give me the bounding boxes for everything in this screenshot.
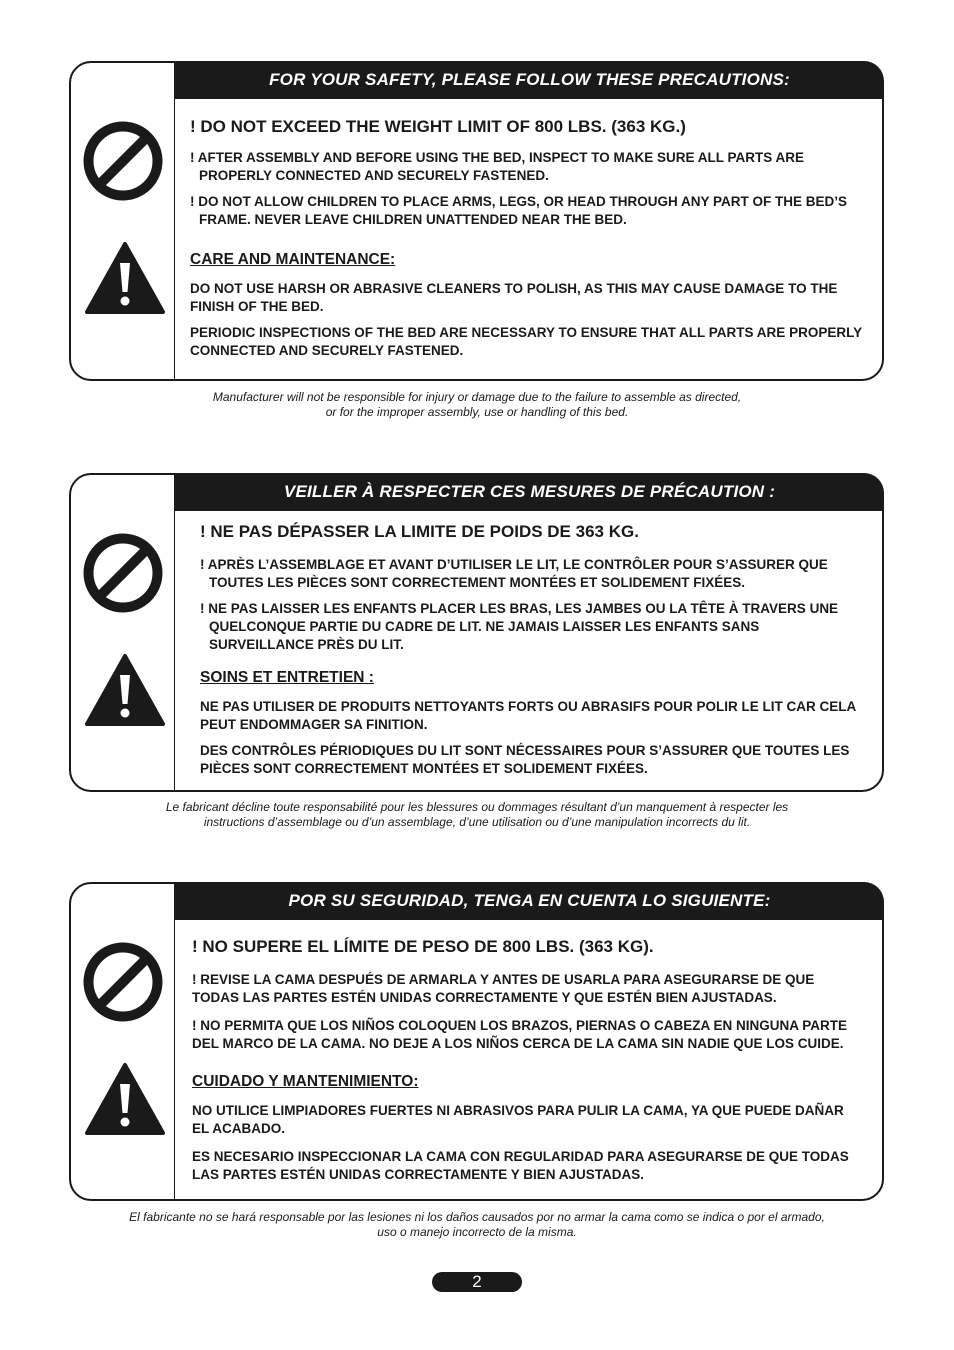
prohibition-icon: [81, 531, 165, 615]
icon-column-divider: [174, 884, 175, 1199]
warning-exclamation-icon: [84, 241, 166, 315]
icon-column-divider: [174, 475, 175, 790]
spanish-safety-box: [69, 882, 884, 1201]
disclaimer-line: instructions d’assemblage ou d’un assemblage, d’une utilisation ou d’une manipulation incorrects du lit.: [203, 815, 751, 829]
care-inspection-note: PERIODIC INSPECTIONS OF THE BED ARE NECESSARY TO ENSURE THAT ALL PARTS ARE PROPERLY CONNECTED AND SECURELY FASTENED.: [190, 325, 862, 358]
care-inspection-note: ES NECESARIO INSPECCIONAR LA CAMA CON REGULARIDAD PARA ASEGURARSE DE QUE TODAS LAS PARTES ESTÉN UNIDAS CORRECTAMENTE Y BIEN AJUSTADAS.: [192, 1149, 849, 1182]
prohibition-icon: [81, 940, 165, 1024]
english-header: FOR YOUR SAFETY, PLEASE FOLLOW THESE PRECAUTIONS:: [175, 61, 884, 99]
weight-limit-warning: ! DO NOT EXCEED THE WEIGHT LIMIT OF 800 LBS. (363 KG.): [190, 117, 686, 136]
english-disclaimer: [60, 390, 894, 420]
spanish-header: POR SU SEGURIDAD, TENGA EN CUENTA LO SIGUIENTE:: [175, 882, 884, 920]
children-warning: ! NO PERMITA QUE LOS NIÑOS COLOQUEN LOS BRAZOS, PIERNAS O CABEZA EN NINGUNA PARTE DEL MARCO DE LA CAMA. NO DEJE A LOS NIÑOS CERCA DE LA CAMA SIN NADIE QUE LOS CUIDE.: [192, 1018, 848, 1051]
inspection-warning: ! AFTER ASSEMBLY AND BEFORE USING THE BED, INSPECT TO MAKE SURE ALL PARTS ARE PROPERLY CONNECTED AND SECURELY FASTENED.: [190, 150, 805, 183]
care-heading: CARE AND MAINTENANCE:: [190, 251, 396, 268]
care-heading: CUIDADO Y MANTENIMIENTO:: [192, 1073, 419, 1090]
care-heading: SOINS ET ENTRETIEN :: [200, 669, 374, 686]
warning-exclamation-icon: [84, 1062, 166, 1136]
disclaimer-line: Manufacturer will not be responsible for injury or damage due to the failure to assemble as directed,: [212, 390, 742, 404]
icon-column-divider: [174, 63, 175, 379]
french-header: VEILLER À RESPECTER CES MESURES DE PRÉCAUTION :: [175, 473, 884, 511]
disclaimer-line: El fabricante no se hará responsable por las lesiones ni los daños causados por no armar la cama como se indica o por el armado,: [129, 1210, 825, 1224]
spanish-content: [192, 937, 862, 1192]
french-disclaimer: [60, 800, 894, 830]
warning-exclamation-icon: [84, 653, 166, 727]
inspection-warning: ! REVISE LA CAMA DESPUÉS DE ARMARLA Y ANTES DE USARLA PARA ASEGURARSE DE QUE TODAS LAS PARTES ESTÉN UNIDAS CORRECTAMENTE Y QUE ESTÉN BIEN AJUSTADAS.: [192, 972, 815, 1005]
page-number: 2: [432, 1272, 522, 1292]
weight-limit-warning: ! NE PAS DÉPASSER LA LIMITE DE POIDS DE 363 KG.: [200, 522, 639, 541]
english-content: [190, 117, 862, 368]
disclaimer-line: or for the improper assembly, use or handling of this bed.: [325, 405, 629, 419]
care-inspection-note: DES CONTRÔLES PÉRIODIQUES DU LIT SONT NÉCESSAIRES POUR S’ASSURER QUE TOUTES LES PIÈCES SONT CORRECTEMENT MONTÉES ET SOLIDEMENT FIXÉES.: [200, 743, 850, 776]
english-safety-box: [69, 61, 884, 381]
disclaimer-line: Le fabricant décline toute responsabilité pour les blessures ou dommages résultant d’un manquement à respecter les: [165, 800, 789, 814]
weight-limit-warning: ! NO SUPERE EL LÍMITE DE PESO DE 800 LBS. (363 KG).: [192, 937, 654, 956]
care-cleaning-note: DO NOT USE HARSH OR ABRASIVE CLEANERS TO POLISH, AS THIS MAY CAUSE DAMAGE TO THE FINISH OF THE BED.: [190, 281, 838, 314]
care-cleaning-note: NE PAS UTILISER DE PRODUITS NETTOYANTS FORTS OU ABRASIFS POUR POLIR LE LIT CAR CELA PEUT ENDOMMAGER SA FINITION.: [200, 699, 856, 732]
inspection-warning: ! APRÈS L’ASSEMBLAGE ET AVANT D’UTILISER LE LIT, LE CONTRÔLER POUR S’ASSURER QUE TOUTES LES PIÈCES SONT CORRECTEMENT MONTÉES ET SOLIDEMENT FIXÉES.: [200, 557, 828, 590]
french-safety-box: [69, 473, 884, 792]
children-warning: ! DO NOT ALLOW CHILDREN TO PLACE ARMS, LEGS, OR HEAD THROUGH ANY PART OF THE BED’S FRAME. NEVER LEAVE CHILDREN UNATTENDED NEAR THE BED.: [190, 194, 848, 227]
french-content: [200, 522, 862, 786]
disclaimer-line: uso o manejo incorrecto de la misma.: [377, 1225, 577, 1239]
spanish-disclaimer: [60, 1210, 894, 1240]
care-cleaning-note: NO UTILICE LIMPIADORES FUERTES NI ABRASIVOS PARA PULIR LA CAMA, YA QUE PUEDE DAÑAR EL ACABADO.: [192, 1103, 844, 1136]
children-warning: ! NE PAS LAISSER LES ENFANTS PLACER LES BRAS, LES JAMBES OU LA TÊTE À TRAVERS UNE QUELCONQUE PARTIE DU CADRE DE LIT. NE JAMAIS LAISSER LES ENFANTS SANS SURVEILLANCE PRÈS DU LIT.: [200, 601, 839, 652]
prohibition-icon: [81, 119, 165, 203]
